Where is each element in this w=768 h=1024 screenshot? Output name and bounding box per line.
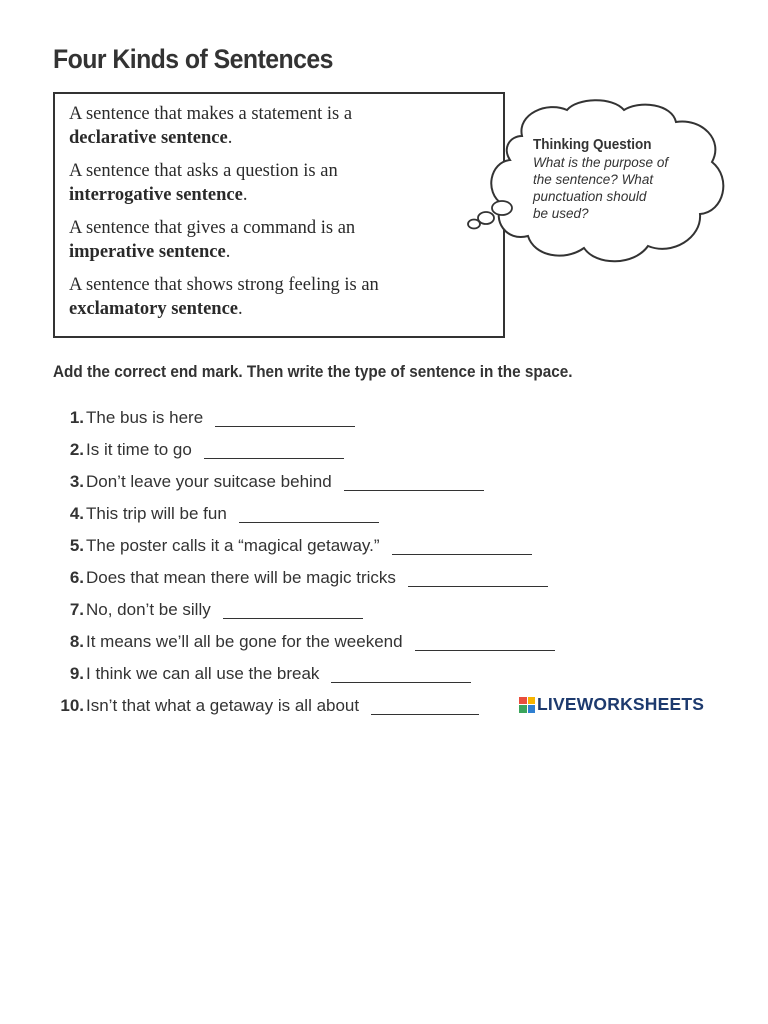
definition-imperative — [69, 216, 493, 264]
question-text: It means we’ll all be gone for the weekend — [86, 632, 403, 651]
thinking-title: Thinking Question — [533, 136, 652, 153]
question-number: 4. — [69, 504, 84, 523]
answer-blank[interactable] — [408, 570, 548, 587]
question-number: 5. — [69, 536, 84, 555]
question-text: Isn’t that what a getaway is all about — [86, 696, 360, 715]
question-item — [53, 594, 693, 626]
definition-punct: . — [238, 299, 243, 319]
question-item — [53, 402, 693, 434]
logo-mark-icon — [519, 697, 535, 713]
definition-term: imperative sentence — [69, 242, 226, 262]
question-item — [53, 658, 693, 690]
definition-text: A sentence that shows strong feeling is an — [69, 275, 379, 295]
question-number: 10. — [60, 696, 84, 715]
definition-term: declarative sentence — [69, 128, 228, 148]
definition-term: interrogative sentence — [69, 185, 243, 205]
logo-square — [519, 697, 527, 705]
question-number: 9. — [69, 664, 84, 683]
question-number: 3. — [69, 472, 84, 491]
definitions-box — [53, 92, 505, 338]
logo-square — [528, 697, 536, 705]
question-item — [53, 626, 693, 658]
answer-blank[interactable] — [223, 602, 363, 619]
thinking-question — [533, 136, 713, 222]
question-list — [53, 402, 693, 722]
thinking-body — [533, 154, 713, 222]
answer-blank[interactable] — [239, 506, 379, 523]
question-item — [53, 434, 693, 466]
question-text: No, don’t be silly — [86, 600, 211, 619]
question-item — [53, 530, 693, 562]
answer-blank[interactable] — [204, 442, 344, 459]
question-text: The poster calls it a “magical getaway.” — [86, 536, 380, 555]
answer-blank[interactable] — [371, 698, 479, 715]
question-text: This trip will be fun — [86, 504, 227, 523]
thinking-line: What is the purpose of — [533, 155, 669, 170]
answer-blank[interactable] — [415, 634, 555, 651]
question-text: Is it time to go — [86, 440, 192, 459]
definition-declarative — [69, 102, 493, 150]
question-number: 1. — [69, 408, 84, 427]
answer-blank[interactable] — [331, 666, 471, 683]
definition-exclamatory — [69, 273, 493, 321]
definition-punct: . — [225, 242, 231, 262]
liveworksheets-logo[interactable] — [519, 694, 704, 715]
logo-square — [528, 705, 536, 713]
definition-text: A sentence that makes a statement is a — [69, 104, 353, 124]
logo-text: LIVEWORKSHEETS — [537, 694, 705, 714]
definition-punct: . — [227, 128, 233, 148]
question-text: I think we can all use the break — [86, 664, 320, 683]
answer-blank[interactable] — [215, 410, 355, 427]
logo-square — [519, 705, 527, 713]
question-text: Don’t leave your suitcase behind — [86, 472, 332, 491]
question-item — [53, 466, 693, 498]
question-number: 7. — [69, 600, 84, 619]
definition-interrogative — [69, 159, 493, 207]
definition-term: exclamatory sentence — [69, 299, 239, 319]
question-text: The bus is here — [86, 408, 204, 427]
worksheet-title: Four Kinds of Sentences — [53, 44, 333, 74]
definition-text: A sentence that asks a question is an — [69, 161, 338, 181]
thinking-line: the sentence? What — [533, 172, 654, 187]
definition-text: A sentence that gives a command is an — [69, 218, 356, 238]
question-item — [53, 498, 693, 530]
question-number: 6. — [69, 568, 84, 587]
thinking-line: punctuation should — [533, 189, 647, 204]
instructions: Add the correct end mark. Then write the type of sentence in the space. — [53, 362, 573, 381]
question-number: 2. — [69, 440, 84, 459]
question-text: Does that mean there will be magic tricks — [86, 568, 396, 587]
thinking-line: be used? — [533, 206, 589, 221]
question-number: 8. — [69, 632, 84, 651]
question-item — [53, 562, 693, 594]
definition-punct: . — [242, 185, 248, 205]
answer-blank[interactable] — [344, 474, 484, 491]
answer-blank[interactable] — [392, 538, 532, 555]
